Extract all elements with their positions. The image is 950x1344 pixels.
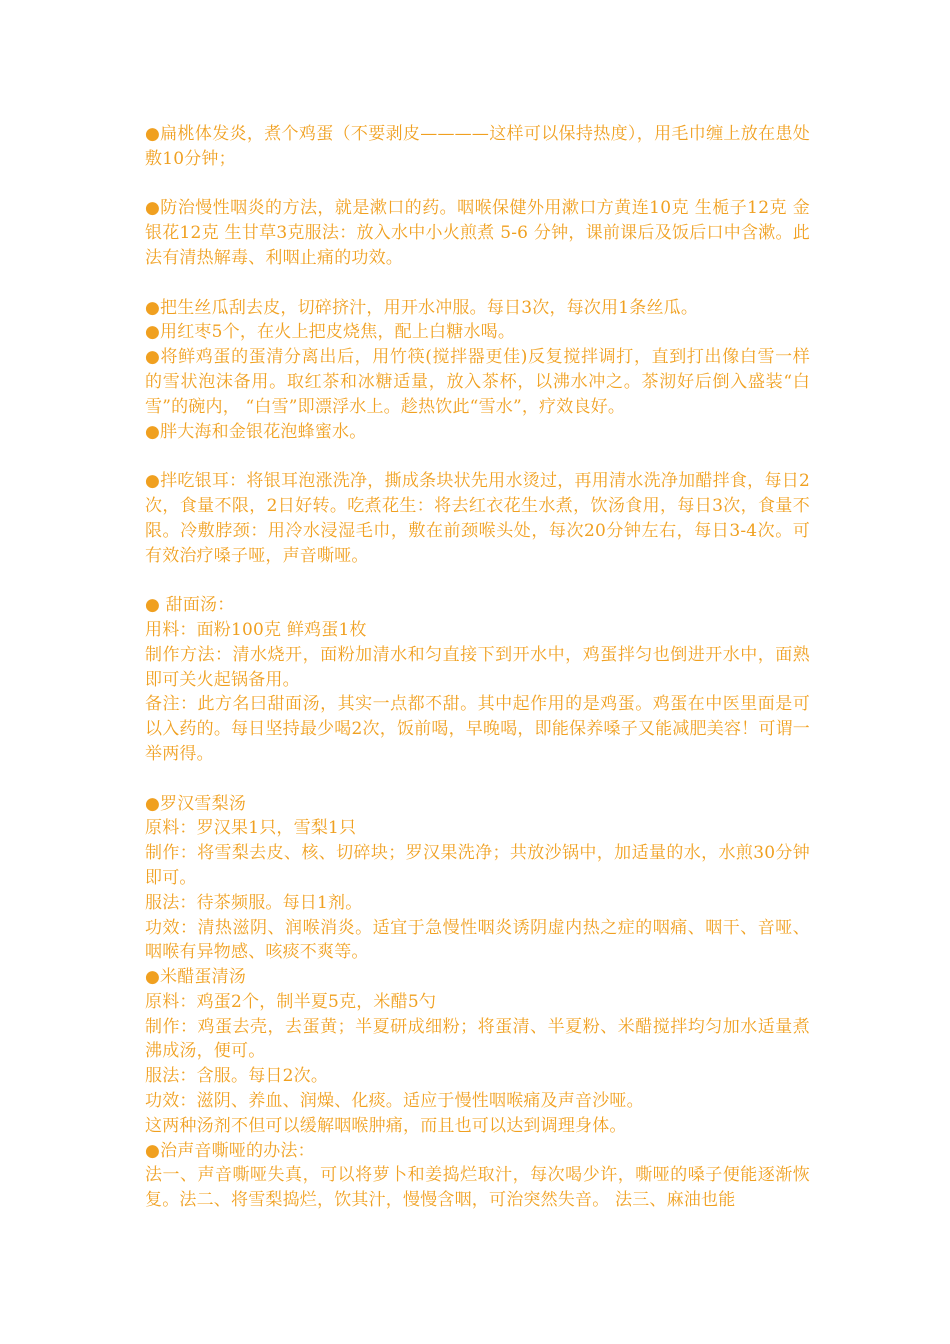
paragraph: ●拌吃银耳：将银耳泡涨洗净，撕成条块状先用水烫过，再用清水洗净加醋拌食，每日2次，食量不限，2日好转。吃煮花生：将去红衣花生水煮，饮汤食用，每日3次，食量不限。冷敷脖颈：用冷水浸湿毛巾，敷在前颈喉头处，每次20分钟左右，每日3-4次。可有效治疗嗓子哑，声音嘶哑。 (145, 471, 810, 566)
paragraph: 制作：鸡蛋去壳，去蛋黄；半夏研成细粉；将蛋清、半夏粉、米醋搅拌均匀加水适量煮沸成汤，便可。 (145, 1016, 810, 1062)
paragraph: ●用红枣5个，在火上把皮烧焦，配上白糖水喝。 (145, 322, 516, 343)
paragraph: ●米醋蛋清汤 (145, 967, 247, 988)
paragraph: ●胖大海和金银花泡蜂蜜水。 (145, 421, 367, 442)
paragraph: 这两种汤剂不但可以缓解咽喉肿痛，而且也可以达到调理身体。 (145, 1115, 627, 1136)
paragraph: 制作方法：清水烧开，面粉加清水和匀直接下到开水中，鸡蛋拌匀也倒进开水中，面熟即可关火起锅备用。 (145, 644, 810, 690)
paragraph: 制作：将雪梨去皮、核、切碎块；罗汉果洗净；共放沙锅中，加适量的水，水煎30分钟即可。 (145, 843, 810, 888)
paragraph-spacer (145, 767, 810, 792)
paragraph: 原料：罗汉果1只，雪梨1只 (145, 818, 357, 839)
paragraph: 功效：滋阴、养血、润燥、化痰。适应于慢性咽喉痛及声音沙哑。 (145, 1091, 644, 1112)
paragraph: ●将鲜鸡蛋的蛋清分离出后，用竹筷(搅拌器更佳)反复搅拌调打，直到打出像白雪一样的雪状泡沫备用。取红茶和冰糖适量，放入茶杯，以沸水冲之。茶沏好后倒入盛装“白雪”的碗内， “白雪”即漂浮水上。趁热饮此“雪水”，疗效良好。 (145, 347, 810, 417)
paragraph: 备注：此方名曰甜面汤，其实一点都不甜。其中起作用的是鸡蛋。鸡蛋在中医里面是可以入药的。每日坚持最少喝2次，饭前喝，早晚喝，即能保养嗓子又能减肥美容！可谓一举两得。 (145, 694, 810, 764)
paragraph: ●把生丝瓜刮去皮，切碎挤汁，用开水冲服。每日3次，每次用1条丝瓜。 (145, 297, 699, 318)
paragraph: 原料：鸡蛋2个，制半夏5克，米醋5勺 (145, 991, 437, 1012)
paragraph-spacer (145, 271, 810, 296)
document-body (145, 122, 810, 1213)
paragraph: ●扁桃体发炎，煮个鸡蛋（不要剥皮————这样可以保持热度），用毛巾缠上放在患处敷10分钟； (145, 124, 810, 169)
paragraph: ●治声音嘶哑的办法： (145, 1140, 315, 1161)
paragraph-spacer (145, 444, 810, 469)
paragraph: 法一、声音嘶哑失真，可以将萝卜和姜捣烂取汁，每次喝少许，嘶哑的嗓子便能逐渐恢复。法二、将雪梨捣烂，饮其汁，慢慢含咽，可治突然失音。 法三、麻油也能 (145, 1165, 810, 1211)
paragraph: ●罗汉雪梨汤 (145, 793, 247, 814)
paragraph: 功效：清热滋阴、润喉消炎。适宜于急慢性咽炎诱阴虚内热之症的咽痛、咽干、音哑、咽喉有异物感、咳痰不爽等。 (145, 917, 810, 963)
paragraph: ● 甜面汤： (145, 595, 235, 616)
paragraph: 用料：面粉100克 鲜鸡蛋1枚 (145, 619, 367, 640)
paragraph: ●防治慢性咽炎的方法，就是漱口的药。咽喉保健外用漱口方黄连10克 生栀子12克 金银花12克 生甘草3克服法：放入水中小火煎煮 5-6 分钟，课前课后及饭后口中含漱。此法有清热解毒、利咽止痛的功效。 (145, 198, 810, 268)
paragraph-spacer (145, 172, 810, 197)
paragraph-spacer (145, 568, 810, 593)
paragraph: 服法：待茶频服。每日1剂。 (145, 892, 363, 913)
paragraph: 服法：含服。每日2次。 (145, 1066, 329, 1087)
